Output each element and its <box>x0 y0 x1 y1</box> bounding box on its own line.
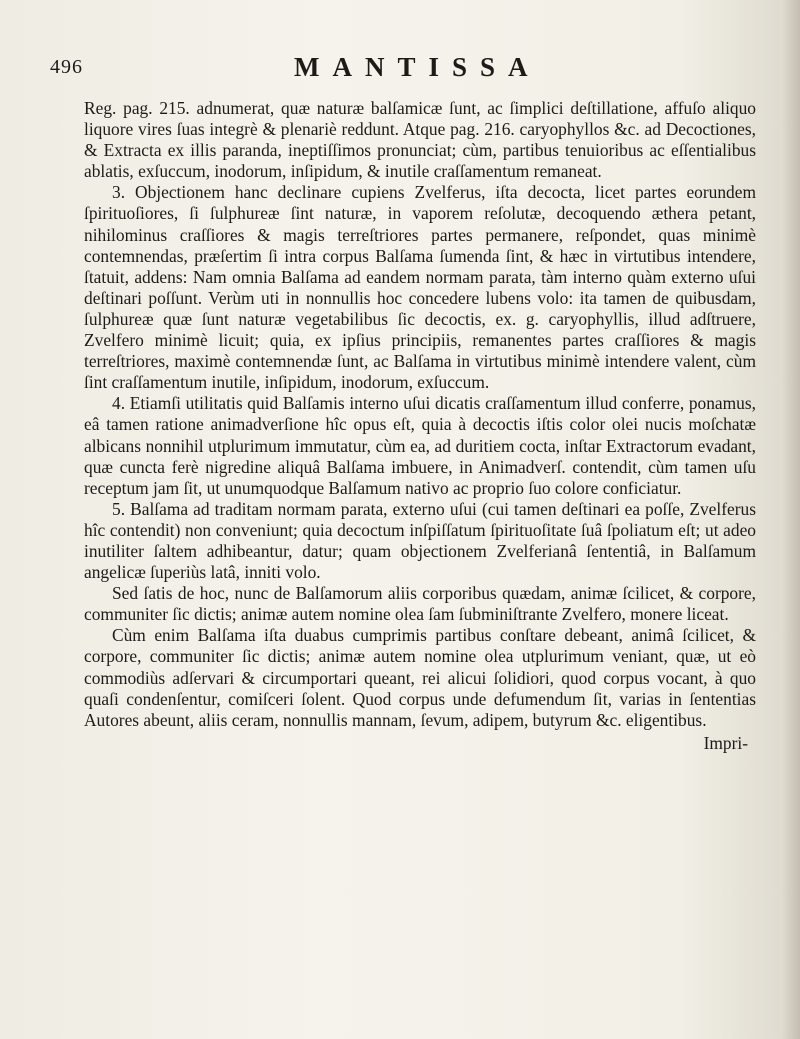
paragraph-transition: Sed ſatis de hoc, nunc de Balſamorum aliis corporibus quædam, animæ ſcilicet, & corpore, communiter ſic dictis; animæ autem nomine olea ſam ſubminiſtrante Zvelfero, monere liceat. <box>84 583 756 625</box>
page-number: 496 <box>50 56 83 78</box>
page-header <box>50 52 756 90</box>
paragraph-3: 3. Objectionem hanc declinare cupiens Zvelferus, iſta decocta, licet partes eorundem ſpirituoſiores, ſi ſulphureæ ſint naturæ, in vaporem reſolutæ, decoquendo æthera petant, nihilominus craſſiores & magis terreſtriores partes permanere, reſpondet, quas minimè contemnendas, præſertim ſi intra corpus Balſama ſumenda ſint, & hæc in virtutibus intendere, ſtatuit, addens: Nam omnia Balſama ad eandem normam parata, tàm interno quàm externo uſui deſtinari poſſunt. Verùm uti in nonnullis hoc concedere lubens volo: ita tamen de quibusdam, ſulphureæ quæ ſunt naturæ vegetabilibus ſic decoctis, ex. g. caryophyllis, illud adſtruere, Zvelfero minimè licuit; quia, ex ipſius principiis, remanentes partes craſſiores & magis terreſtriores, maximè contemnendæ ſunt, ac Balſama in virtutibus minimè intendere valent, cùm ſint craſſamentum inutile, inſipidum, inodorum, exſuccum. <box>84 182 756 393</box>
catchword: Impri- <box>703 732 748 753</box>
paragraph-anima-corpus: Cùm enim Balſama iſta duabus cumprimis partibus conſtare debeant, animâ ſcilicet, & corpore, communiter ſic dictis; animæ autem nomine olea utplurimum veniant, quæ, ut eò commodiùs adſervari & circumportari queant, rei alicui ſolidiori, quod corpus vocant, à quo quaſi condenſentur, comiſceri ſolent. Quod corpus unde defumendum ſit, varias in ſententias Autores abeunt, aliis ceram, nonnullis mannam, ſevum, adipem, butyrum &c. eligentibus. <box>84 625 756 730</box>
paragraph-4: 4. Etiamſi utilitatis quid Balſamis interno uſui dicatis craſſamentum illud conferre, ponamus, eâ tamen ratione animadverſione hîc opus eſt, quia à decoctis iſtis color olei nucis moſchatæ albicans nonnihil utplurimum immutatur, cùm ea, ad duritiem cocta, inſtar Extractorum evadant, quæ cuncta ferè nigredine aliquâ Balſama imbuere, in Animadverſ. contendit, cùm tamen uſu receptum jam ſit, ut unumquodque Balſamum nativo ac proprio ſuo colore conficiatur. <box>84 393 756 498</box>
body-text <box>84 98 756 731</box>
paragraph-5: 5. Balſama ad traditam normam parata, externo uſui (cui tamen deſtinari ea poſſe, Zvelferus hîc contendit) non conveniunt; quia decoctum inſpiſſatum ſpirituoſitate ſuâ ſpoliatum eſt; ut adeo inutiliter ſaltem adhibeantur, datur; quam objectionem Zvelferianâ ſententiâ, in Balſamum angelicæ ſuperiùs latâ, inniti volo. <box>84 498 756 583</box>
paragraph-continuation: Reg. pag. 215. adnumerat, quæ naturæ balſamicæ ſunt, ac ſimplici deſtillatione, affuſo aliquo liquore vires ſuas integrè & plenariè reddunt. Atque pag. 216. caryophyllos &c. ad Decoctiones, & Extracta ex illis paranda, ineptiſſimos pronunciat; cùm, partibus tenuioribus ac eſſentialibus ablatis, exſuccum, inodorum, inſipidum, & inutile craſſamentum remaneat. <box>84 98 756 182</box>
running-head: MANTISSA <box>294 52 541 82</box>
